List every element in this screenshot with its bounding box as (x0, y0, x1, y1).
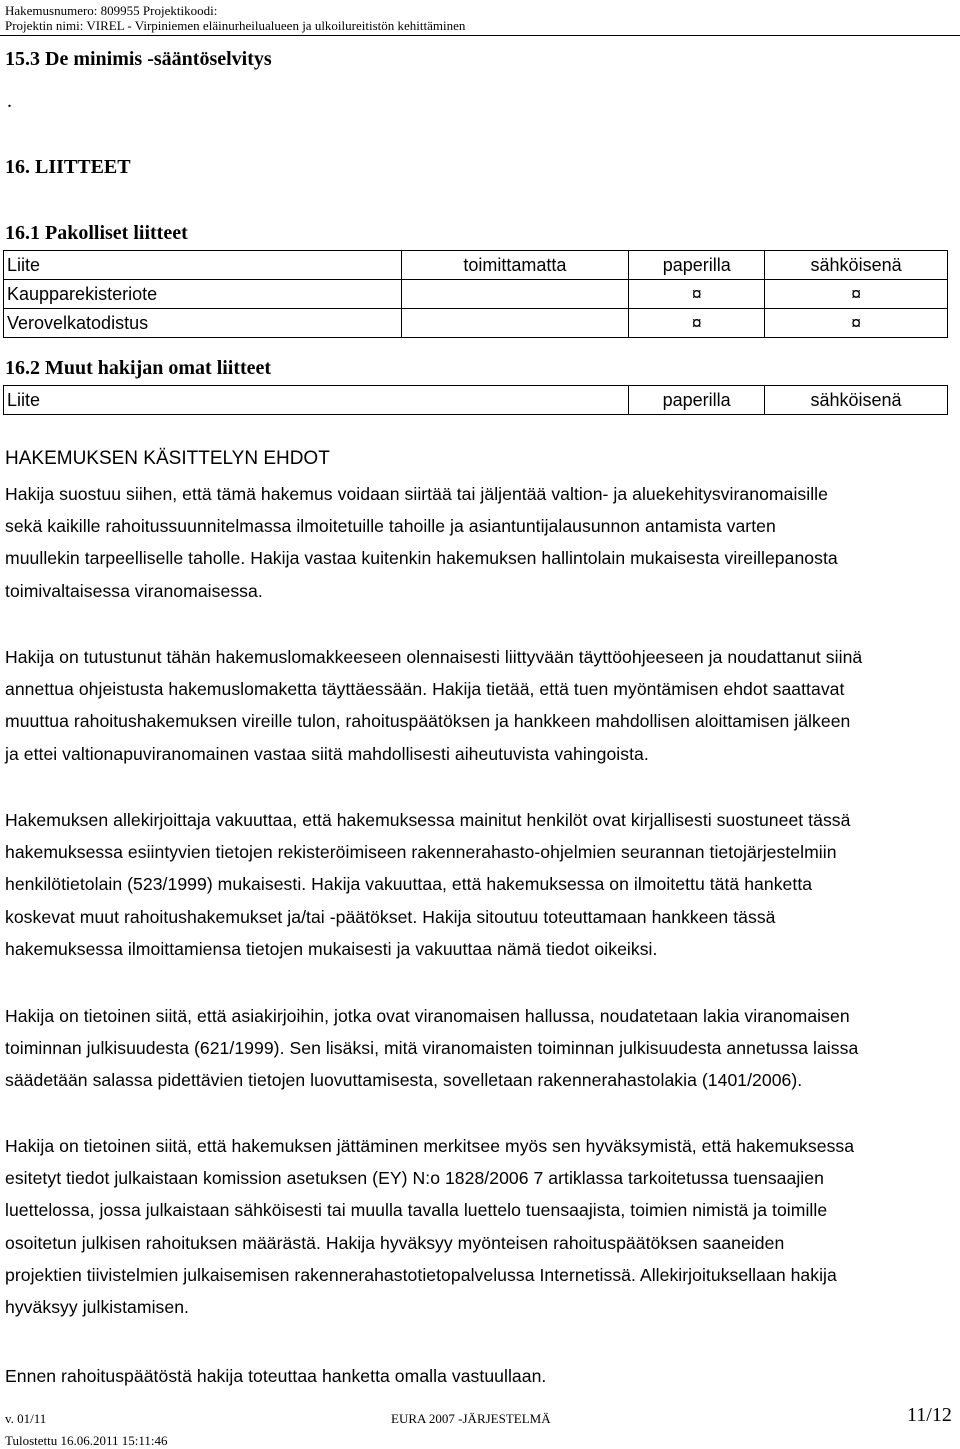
col-header-sahkoisena: sähköisenä (765, 386, 948, 415)
toimittamatta-cell (401, 309, 629, 338)
attachment-name: Kaupparekisteriote (4, 280, 402, 309)
text-line: Ennen rahoituspäätöstä hakija toteuttaa hanketta omalla vastuullaan. (5, 1366, 547, 1386)
text-line: sekä kaikille rahoitussuunnitelmassa ilmoitetuille tahoille ja asiantuntijalausunnon antamista varten (5, 516, 776, 537)
text-line: henkilötietolain (523/1999) mukaisesti. Hakija vakuuttaa, että hakemuksessa on ilmoitettu tätä hanketta (5, 874, 813, 895)
text-line: hakemuksessa ilmoittamiensa tietojen mukaisesti ja vakuuttaa nämä tiedot oikeiksi. (5, 938, 658, 959)
text-line: esitetyt tiedot julkaistaan komission asetuksen (EY) N:o 1828/2006 7 artiklassa tarkoitetussa tuensaajien (5, 1168, 824, 1189)
attachment-name: Verovelkatodistus (4, 309, 402, 338)
table-header-row (4, 386, 948, 415)
text-line: annettua ohjeistusta hakemuslomaketta täyttäessään. Hakija tietää, että tuen myöntämisen ehdot saattavat (5, 679, 845, 700)
table-row (4, 309, 948, 338)
col-header-liite: Liite (4, 251, 402, 280)
sahkoisena-mark: ¤ (765, 309, 948, 338)
text-line: Hakija on tutustunut tähän hakemuslomakkeeseen olennaisesti liittyvään täyttöohjeeseen ja noudattanut siinä (5, 647, 863, 667)
paperilla-mark: ¤ (629, 309, 765, 338)
conditions-paragraph-5 (5, 1130, 960, 1323)
text-line: hakemuksessa esiintyvien tietojen rekisteröimiseen rakennerahasto-ohjelmien seurannan tietojärjestelmiin (5, 842, 837, 863)
footer-version: v. 01/11 (5, 1411, 47, 1426)
conditions-paragraph-4 (5, 1000, 960, 1097)
text-line: hyväksyy julkistamisen. (5, 1297, 189, 1318)
section-16-title: 16. LIITTEET (5, 156, 131, 178)
text-line: projektien tiivistelmien julkaisemisen rakennerahastotietopalvelussa Internetissä. Allekirjoituksellaan hakija (5, 1264, 837, 1285)
header-project-name: Projektin nimi: VIREL - Virpiniemen eläinurheilualueen ja ulkoilureitistön kehittäminen (5, 18, 466, 33)
table-header-row (4, 251, 948, 280)
text-line: koskevat muut rahoitushakemukset ja/tai -päätökset. Hakija sitoutuu toteuttamaan hankkeen tässä (5, 906, 776, 927)
col-header-paperilla: paperilla (629, 386, 765, 415)
col-header-liite: Liite (4, 386, 629, 415)
text-line: Hakemuksen allekirjoittaja vakuuttaa, että hakemuksessa mainitut henkilöt ovat kirjallisesti suostuneet tässä (5, 810, 851, 830)
footer-page-number: 11/12 (907, 1404, 952, 1426)
toimittamatta-cell (401, 280, 629, 309)
paperilla-mark: ¤ (629, 280, 765, 309)
conditions-title: HAKEMUKSEN KÄSITTELYN EHDOT (5, 448, 330, 469)
text-line: Hakija suostuu siihen, että tämä hakemus voidaan siirtää tai jäljentää valtion- ja aluekehitysviranomaisille (5, 484, 828, 504)
table-row (4, 280, 948, 309)
mandatory-attachments-table (3, 250, 948, 338)
col-header-sahkoisena: sähköisenä (765, 251, 948, 280)
text-line: muullekin tarpeelliselle taholle. Hakija vastaa kuitenkin hakemuksen hallintolain mukaisesta vireillepanosta (5, 548, 838, 569)
col-header-toimittamatta: toimittamatta (401, 251, 629, 280)
other-attachments-table (3, 385, 948, 415)
text-line: Hakija on tietoinen siitä, että asiakirjoihin, jotka ovat viranomaisen hallussa, noudatetaan lakia viranomaisen (5, 1006, 850, 1026)
text-line: muuttua rahoitushakemuksen vireille tulon, rahoituspäätöksen ja hankkeen mahdollisen aloittamisen jälkeen (5, 711, 851, 732)
conditions-paragraph-1 (5, 478, 960, 607)
section-15-3-title: 15.3 De minimis -sääntöselvitys (5, 48, 272, 70)
conditions-paragraph-3 (5, 804, 960, 965)
section-16-1-title: 16.1 Pakolliset liitteet (5, 222, 188, 244)
header-divider (0, 35, 960, 36)
footer-printed-timestamp: Tulostettu 16.06.2011 15:11:46 (5, 1433, 168, 1448)
conditions-paragraph-6 (5, 1360, 960, 1392)
text-line: ja ettei valtionapuviranomainen vastaa siitä mahdollisesti aiheutuvista vahingoista. (5, 743, 649, 764)
section-16-2-title: 16.2 Muut hakijan omat liitteet (5, 357, 272, 379)
header-application-number: Hakemusnumero: 809955 Projektikoodi: (5, 3, 218, 18)
col-header-paperilla: paperilla (629, 251, 765, 280)
text-line: toimivaltaisessa viranomaisessa. (5, 580, 263, 601)
section-15-3-body: . (7, 90, 12, 112)
text-line: toiminnan julkisuudesta (621/1999). Sen lisäksi, mitä viranomaisten toiminnan julkisuudesta annetussa laissa (5, 1038, 859, 1059)
footer-system: EURA 2007 -JÄRJESTELMÄ (391, 1411, 551, 1426)
sahkoisena-mark: ¤ (765, 280, 948, 309)
text-line: luettelossa, jossa julkaistaan sähköisesti tai muulla tavalla luettelo tuensaajista, toimien nimistä ja toimille (5, 1200, 828, 1221)
text-line: osoitetun julkisen rahoituksen määrästä. Hakija hyväksyy myönteisen rahoituspäätöksen saaneiden (5, 1232, 785, 1253)
conditions-paragraph-2 (5, 641, 960, 770)
text-line: säädetään salassa pidettävien tietojen luovuttamisesta, sovelletaan rakennerahastolakia (1401/2006). (5, 1070, 803, 1091)
text-line: Hakija on tietoinen siitä, että hakemuksen jättäminen merkitsee myös sen hyväksymistä, että hakemuksessa (5, 1136, 855, 1156)
